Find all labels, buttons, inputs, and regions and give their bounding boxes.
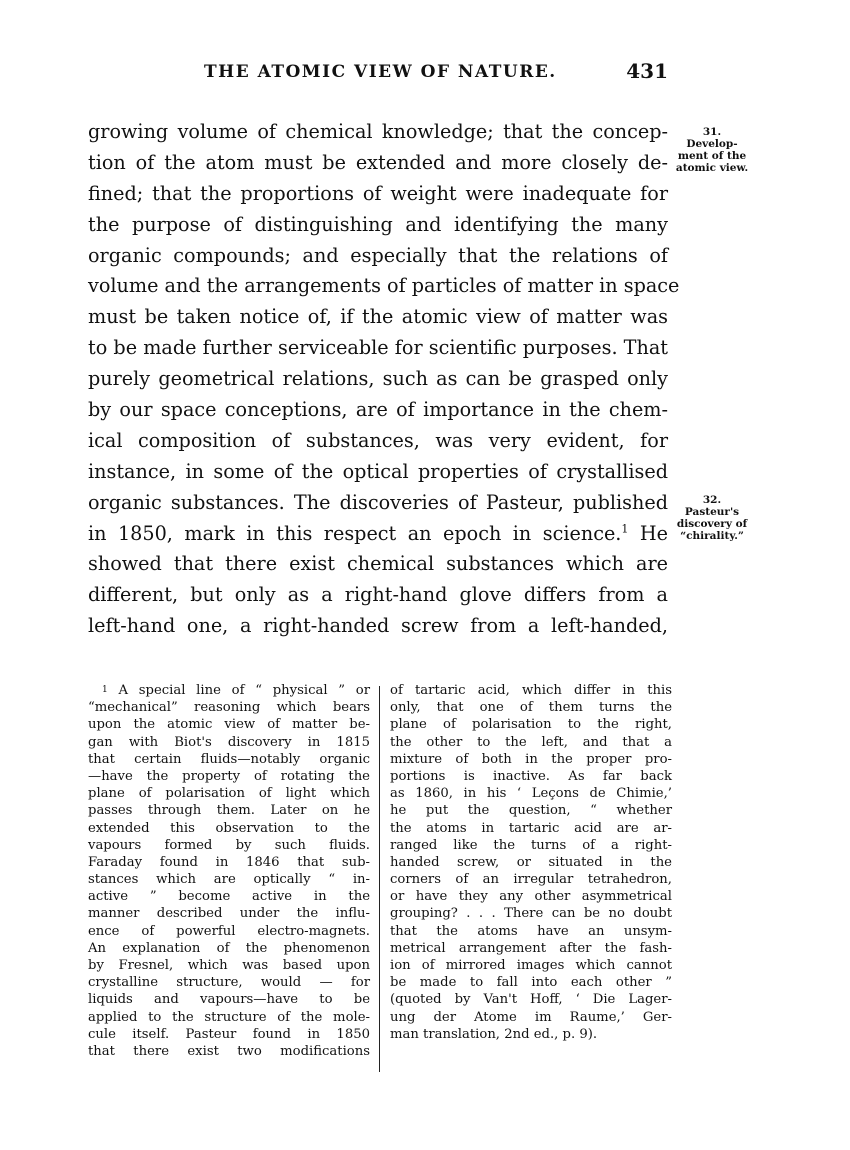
footnote-line: grouping? . . . There can be no doubt [390, 906, 672, 922]
body-line: volume and the arrangements of particles of matter in space [88, 274, 680, 298]
footnote-line: manner described under the influ- [88, 906, 370, 922]
footnote-line: that there exist two modifications [88, 1043, 370, 1059]
body-line: purely geometrical relations, such as can be grasped only [88, 367, 668, 391]
body-line: ical composition of substances, was very evident, for [88, 428, 668, 452]
footnote-line: as 1860, in his ‘ Leçons de Chimie,’ [390, 786, 672, 802]
footnote-line: corners of an irregular tetrahedron, [390, 872, 672, 888]
footnote-line: or have they any other asymmetrical [390, 889, 672, 905]
footnote-line: crystalline structure, would — for [88, 975, 370, 991]
body-line: fined; that the proportions of weight were inadequate for [88, 181, 668, 205]
footnote-line-text: A special line of “ physical ” or [118, 683, 370, 698]
footnote-line: passes through them. Later on he [88, 803, 370, 819]
footnote-line: that certain fluids—notably organic [88, 751, 370, 767]
footnote-line: plane of polarisation of light which [88, 786, 370, 802]
footnote-line: An explanation of the phenomenon [88, 940, 370, 956]
footnote-line: only, that one of them turns the [390, 700, 672, 716]
footnote-line: mixture of both in the proper pro- [390, 751, 672, 767]
footnote-line: cule itself. Pasteur found in 1850 [88, 1026, 370, 1042]
body-line-with-footnote [88, 519, 668, 550]
page-number: 431 [626, 59, 668, 83]
footnote-line: (quoted by Van't Hoff, ‘ Die Lager- [390, 992, 672, 1008]
body-text [88, 117, 680, 642]
footnote-line: portions is inactive. As far back [390, 768, 672, 784]
footnote-line: metrical arrangement after the fash- [390, 940, 672, 956]
footnote-line: ung der Atome im Raume,’ Ger- [390, 1009, 672, 1025]
sidenote-label: ment of the [677, 150, 747, 162]
body-line: left-hand one, a right-handed screw from a left-handed, [88, 614, 668, 638]
body-line: instance, in some of the optical properties of crystallised [88, 459, 668, 483]
body-line: tion of the atom must be extended and more closely de- [88, 150, 668, 174]
footnote-line: liquids and vapours—have to be [88, 992, 370, 1008]
sidenote-number: 31. [702, 126, 722, 138]
footnote-line: the other to the left, and that a [390, 734, 672, 750]
footnote-line: active ” become active in the [88, 889, 370, 905]
footnote-line: be made to fall into each other ” [390, 975, 672, 991]
footnote-line: ence of powerful electro-magnets. [88, 923, 370, 939]
footnote-column-divider [379, 686, 380, 1072]
footnote-line: by Fresnel, which was based upon [88, 958, 370, 973]
footnote-line: extended this observation to the [88, 820, 370, 836]
sidenote-label: atomic view. [675, 162, 749, 174]
footnote-line: he put the question, “ whether [390, 803, 672, 819]
footnote-line: that the atoms have an unsym- [390, 923, 672, 939]
footnote-line: handed screw, or situated in the [390, 854, 672, 870]
footnote-line: —have the property of rotating the [88, 768, 370, 784]
footnote-line: applied to the structure of the mole- [88, 1009, 370, 1025]
footnote-reference: 1 [621, 522, 629, 536]
page-header [88, 59, 668, 92]
footnote-line: ion of mirrored images which cannot [390, 958, 672, 973]
footnote-right-column [390, 682, 672, 1043]
footnotes [88, 682, 672, 1077]
body-line: different, but only as a right-hand glove differs from a [88, 583, 668, 607]
footnote-line: plane of polarisation to the right, [390, 717, 672, 733]
footnote-line: gan with Biot's discovery in 1815 [88, 734, 370, 750]
footnote-line: ranged like the turns of a right- [390, 837, 672, 853]
sidenote-label: discovery of [676, 518, 748, 530]
body-line: organic substances. The discoveries of Pasteur, published [88, 490, 668, 514]
body-line: must be taken notice of, if the atomic view of matter was [88, 305, 668, 329]
sidenote-label: “chirality.” [680, 530, 744, 542]
footnote-line: of tartaric acid, which differ in this [390, 683, 672, 698]
sidenote-label: Pasteur's [684, 506, 740, 518]
sidenote-number: 32. [702, 494, 722, 506]
footnote-line: vapours formed by such fluids. [88, 837, 370, 853]
body-line-tail: He [639, 521, 668, 545]
footnote-line: upon the atomic view of matter be- [88, 717, 370, 733]
footnote-line: “mechanical” reasoning which bears [88, 700, 370, 716]
footnote-marker: 1 [102, 685, 108, 695]
footnote-line: man translation, 2nd ed., p. 9). [390, 1026, 598, 1042]
body-line: the purpose of distinguishing and identifying the many [88, 212, 668, 236]
body-line-text: in 1850, mark in this respect an epoch in science. [88, 521, 622, 545]
body-line: by our space conceptions, are of importance in the chem- [88, 398, 668, 422]
footnote-line: the atoms in tartaric acid are ar- [390, 820, 672, 836]
sidenote-32 [672, 494, 752, 542]
footnote-line: stances which are optically “ in- [88, 872, 370, 888]
body-line: to be made further serviceable for scientific purposes. That [88, 336, 668, 360]
body-line: growing volume of chemical knowledge; that the concep- [88, 120, 668, 143]
sidenote-31 [672, 126, 752, 174]
footnote-line [88, 682, 370, 699]
body-line: showed that there exist chemical substances which are [88, 552, 668, 576]
footnote-left-column [88, 682, 370, 1060]
footnote-line: Faraday found in 1846 that sub- [88, 854, 370, 870]
body-line: organic compounds; and especially that the relations of [88, 243, 668, 267]
running-title: THE ATOMIC VIEW OF NATURE. [204, 62, 557, 82]
sidenote-label: Develop- [686, 138, 738, 150]
